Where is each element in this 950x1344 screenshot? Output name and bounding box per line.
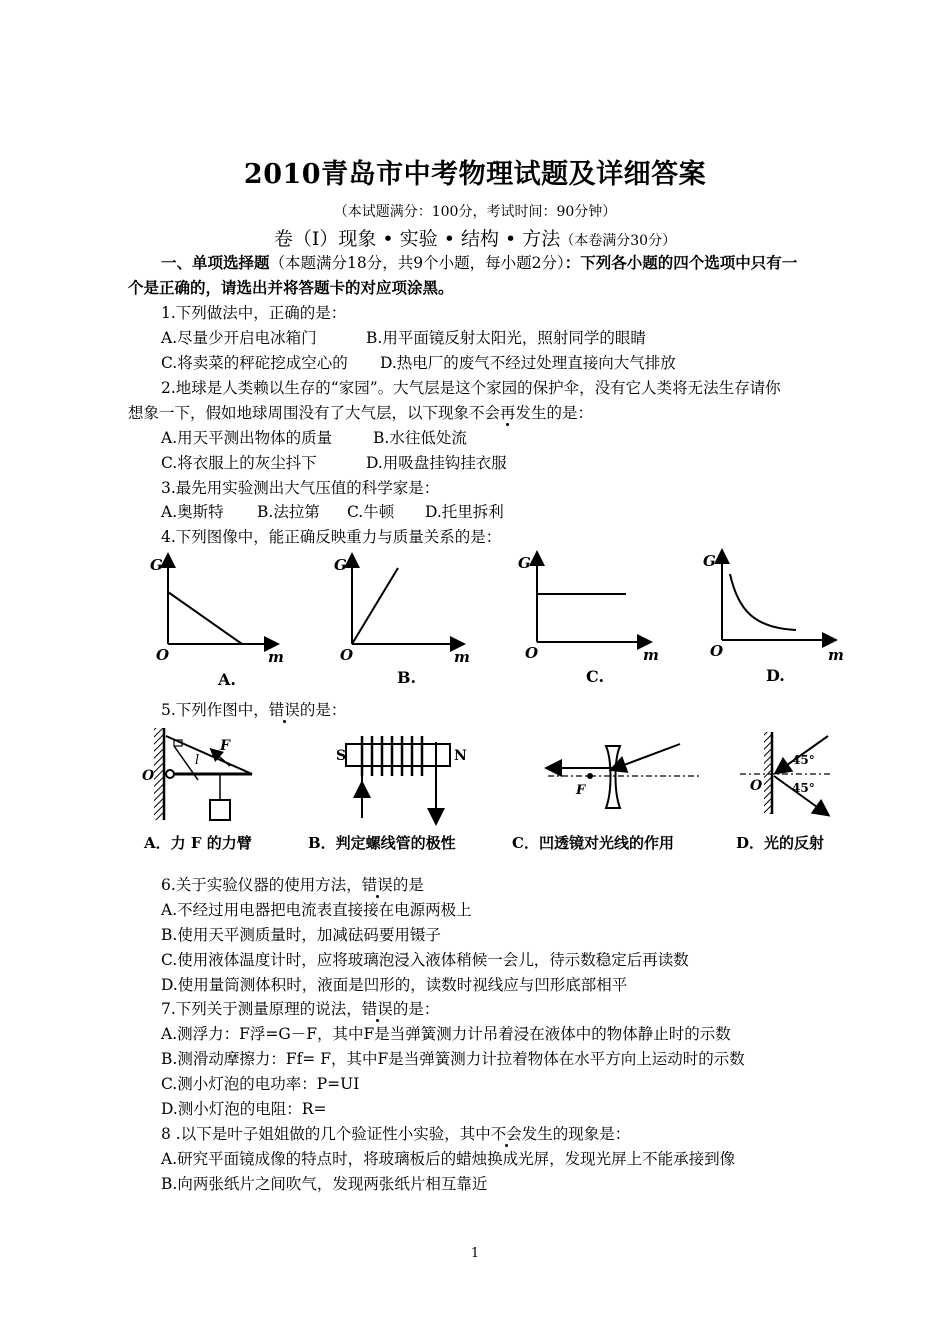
- q6-option-a: A.不经过用电器把电流表直接接在电源两极上: [161, 901, 472, 919]
- solenoid-n-label: N: [454, 748, 467, 764]
- graph-d: [703, 552, 844, 685]
- q5-emphasis: 错误: [268, 701, 300, 719]
- q2-option-c: C.将衣服上的灰尘抖下: [161, 454, 317, 472]
- q4-stem: 4.下列图像中，能正确反映重力与质量关系的是：: [161, 528, 502, 546]
- graph-b-origin: O: [340, 646, 354, 664]
- graph-d-x-label: m: [828, 646, 844, 664]
- mirror-point-label: O: [750, 778, 763, 794]
- graph-a-caption: A.: [218, 670, 236, 689]
- graph-b-caption: B.: [397, 668, 417, 687]
- section-score: （本题满分18分，共9个小题，每小题2分）: [269, 254, 565, 272]
- volume-title: 卷（I）现象 • 实验 • 结构 • 方法: [273, 228, 561, 250]
- section-title: 一、单项选择题: [161, 254, 270, 272]
- q3-stem: 3.最先用实验测出大气压值的科学家是：: [161, 479, 440, 497]
- graph-a-y-label: G: [150, 556, 163, 574]
- q7-stem-part1: 7.下列关于测量原理的说法，: [161, 1000, 362, 1018]
- q8-option-a: A.研究平面镜成像的特点时，将玻璃板后的蜡烛换成光屏，发现光屏上不能承接到像: [161, 1150, 736, 1168]
- graph-c-x-label: m: [643, 646, 659, 664]
- graph-a: [150, 556, 284, 689]
- q7-option-b: B.测滑动摩擦力：Ff= F，其中F是当弹簧测力计拉着物体在水平方向上运动时的示数: [161, 1050, 745, 1068]
- q6-option-b: B.使用天平测质量时，加减砝码要用镊子: [161, 926, 441, 944]
- diagram-lever: [142, 728, 252, 820]
- lens-focus-label: F: [576, 783, 586, 798]
- q2-stem-part1: 想象一下，假如地球周围没有了大气层，以下现象: [128, 404, 470, 422]
- q7-stem-part3: 的是：: [392, 1000, 440, 1018]
- q6-option-c: C.使用液体温度计时，应将玻璃泡浸入液体稍候一会儿，待示数稳定后再读数: [161, 951, 689, 969]
- q8-stem-part3: 发生的现象是：: [521, 1125, 631, 1143]
- q2-stem-cont: [128, 401, 593, 423]
- volume-note: （本卷满分30分）: [560, 233, 677, 249]
- q6-stem-part1: 6.关于实验仪器的使用方法，: [161, 876, 362, 894]
- exam-info: （本试题满分：100分，考试时间：90分钟）: [333, 204, 617, 220]
- graph-d-y-label: G: [703, 552, 716, 570]
- q7-option-a: A.测浮力：F浮=G－F，其中F是当弹簧测力计吊着浸在液体中的物体静止时的示数: [161, 1025, 731, 1043]
- graph-c-origin: O: [525, 644, 539, 662]
- mirror-angle-lower: 45°: [792, 781, 815, 795]
- diagram-concave-lens: [548, 744, 700, 808]
- q6-option-d: D.使用量筒测体积时，液面是凹形的，读数时视线应与凹形底部相平: [161, 976, 628, 994]
- q5-stem: [161, 698, 346, 720]
- solenoid-s-label: S: [336, 748, 347, 764]
- graph-c-y-label: G: [518, 554, 531, 572]
- caption-a: A．力 F 的力臂: [144, 834, 252, 852]
- diagram-solenoid: [336, 736, 467, 818]
- q7-option-d: D.测小灯泡的电阻：R=: [161, 1100, 327, 1118]
- caption-d: D．光的反射: [736, 834, 825, 852]
- q7-option-c: C.测小灯泡的电功率：P=UI: [161, 1075, 360, 1093]
- q2-option-d: D.用吸盘挂钩挂衣服: [366, 454, 507, 472]
- q7-emphasis: 错误: [361, 1000, 393, 1018]
- q5-stem-part3: 的是：: [299, 701, 347, 719]
- q4-graphs: [140, 548, 850, 696]
- lever-force-label: F: [220, 738, 230, 754]
- q5-diagrams: [140, 722, 852, 858]
- q8-stem-part1: 8 .以下是叶子姐姐做的几个验证性小实验，其中: [161, 1125, 491, 1143]
- q6-emphasis: 错误: [361, 876, 393, 894]
- q2-stem: 2.地球是人类赖以生存的“家园”。大气层是这个家园的保护伞，没有它人类将无法生存请你: [161, 379, 781, 397]
- q2-stem-part3: 的是：: [546, 404, 594, 422]
- q7-stem: [161, 997, 439, 1019]
- q3-option-d: D.托里拆利: [425, 503, 504, 521]
- page-number: 1: [470, 1246, 480, 1261]
- q3-option-c: C.牛顿: [347, 503, 395, 521]
- graph-c: [518, 554, 659, 686]
- section-instruction-cont: 个是正确的，请选出并将答题卡的对应项涂黑。: [128, 279, 454, 297]
- graph-b-x-label: m: [454, 648, 470, 666]
- q2-option-a: A.用天平测出物体的质量: [161, 429, 333, 447]
- q1-option-c: C.将卖菜的秤砣挖成空心的: [161, 354, 348, 372]
- page-title: 2010青岛市中考物理试题及详细答案: [243, 159, 707, 190]
- graph-d-caption: D.: [766, 666, 785, 685]
- q6-stem-part3: 的是: [392, 876, 424, 894]
- mirror-angle-upper: 45°: [792, 753, 815, 767]
- q1-option-a: A.尽量少开启电冰箱门: [161, 329, 317, 347]
- graph-a-origin: O: [156, 646, 170, 664]
- caption-b: B．判定螺线管的极性: [308, 834, 456, 852]
- q3-option-a: A.奥斯特: [161, 503, 224, 521]
- lever-pivot-label: O: [142, 768, 155, 784]
- q8-stem: [161, 1122, 630, 1144]
- q1-option-d: D.热电厂的废气不经过处理直接向大气排放: [380, 354, 676, 372]
- volume-heading: [0, 224, 950, 251]
- graph-b: [334, 556, 470, 687]
- q2-option-b: B.水往低处流: [373, 429, 467, 447]
- diagram-mirror: [740, 732, 830, 814]
- section-heading: [161, 251, 797, 273]
- graph-c-caption: C.: [586, 667, 605, 686]
- q3-option-b: B.法拉第: [257, 503, 320, 521]
- q2-emphasis: 不会再发生: [469, 404, 547, 422]
- graph-d-origin: O: [710, 642, 724, 660]
- q1-option-b: B.用平面镜反射太阳光，照射同学的眼睛: [366, 329, 646, 347]
- q8-emphasis: 不会: [490, 1125, 522, 1143]
- section-instruction: ：下列各小题的四个选项中只有一: [564, 254, 798, 272]
- q5-stem-part1: 5.下列作图中，: [161, 701, 269, 719]
- graph-a-x-label: m: [268, 648, 284, 666]
- q6-stem: [161, 873, 424, 895]
- q1-stem: 1.下列做法中，正确的是：: [161, 304, 347, 322]
- q8-option-b: B.向两张纸片之间吹气，发现两张纸片相互靠近: [161, 1175, 488, 1193]
- graph-b-y-label: G: [334, 556, 347, 574]
- lever-arm-label: l: [195, 753, 200, 768]
- caption-c: C．凹透镜对光线的作用: [512, 834, 674, 852]
